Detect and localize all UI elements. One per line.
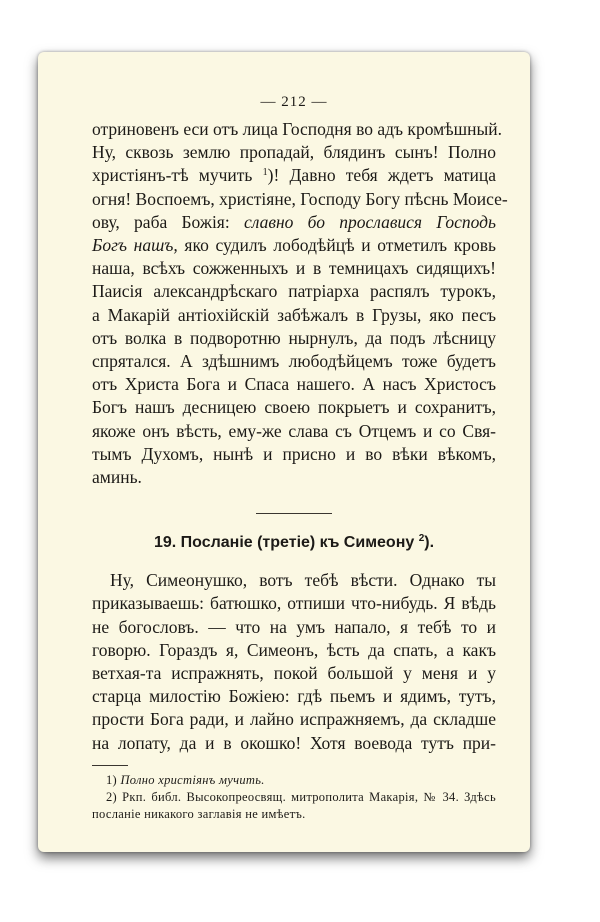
text-line: тымъ Духомъ, нынѣ и присно и во вѣки вѣкомъ, [92, 443, 496, 464]
text-line: старца милостію Божіею: гдѣ пьемъ и ядимъ, тутъ, [92, 686, 496, 707]
text-line: не богословъ. — что на умъ напало, я тебѣ то и [92, 616, 496, 637]
section-title [92, 532, 496, 554]
page-number: — 212 — [260, 94, 328, 110]
text-fragment: )! Давно тебя ждетъ матица [267, 165, 497, 186]
text-line: ветхая-та испражнять, покой большой у меня и у [92, 663, 496, 684]
text-line [92, 234, 496, 257]
text-line: наша, всѣхъ сожженныхъ и в темницахъ сидящихъ! [92, 258, 496, 279]
section-divider [256, 513, 332, 514]
text-line: спрятался. А здѣшнимъ любодѣйцемъ тоже будетъ [92, 351, 496, 372]
text-line: Богъ нашъ десницею своею покрыетъ и сохранитъ, [92, 397, 496, 418]
footnote-2 [92, 789, 496, 806]
text-line: Паисія александрѣскаго патріарха распялъ турокъ, [92, 281, 496, 302]
text-fragment: ову, раба Божія: [92, 211, 244, 232]
text-line: а Макарій антіохійскій забѣжалъ в Грузы, яко песъ [92, 304, 496, 325]
footnote-2-continuation: посланіе никакого заглавія не имѣетъ. [92, 806, 306, 821]
italic-quote: Богъ нашъ, [92, 235, 178, 256]
footnote-ref-2: 2 [418, 533, 425, 545]
footnote-ref-1: 1 [262, 167, 268, 179]
text-line: на лопату, да и в окошко! Хотя воевода тутъ при- [92, 732, 496, 753]
book-page [38, 52, 530, 852]
paragraph-continuation [92, 118, 508, 489]
paragraph-letter [92, 569, 496, 755]
text-line: Ну, сквозь землю пропадай, блядинъ сынъ! Полно [92, 142, 496, 163]
text-line: прости Бога ради, и лайно испражняемъ, да складше [92, 709, 496, 730]
text-line: аминь. [92, 467, 142, 488]
text-line: приказываешь: батюшко, отпиши что-нибудь. Я вѣдь [92, 593, 496, 614]
text-line: говорю. Гораздъ я, Симеонъ, ѣсть да спать, а какъ [92, 639, 496, 660]
page-content [92, 92, 508, 823]
footnote-1 [92, 772, 496, 789]
text-line: якоже онъ вѣсть, ему-же слава съ Отцемъ и со Свя- [92, 420, 496, 441]
footnote-text: Полно христіянъ мучить. [117, 772, 265, 787]
text-line: отриновенъ еси отъ лица Господня во адъ кромѣшный. [92, 119, 503, 139]
text-line: Ну, Симеонушко, вотъ тебѣ вѣсти. Однако ты [110, 570, 496, 591]
text-line: огня! Воспоемъ, христіяне, Господу Богу пѣснь Моисе- [92, 188, 508, 209]
text-fragment: яко судилъ лободѣйцѣ и отметилъ кровь [177, 235, 496, 256]
italic-quote: славно бо прославися Господь [243, 211, 496, 232]
section-title-text: 19. Посланіе (третіе) къ Симеону [153, 534, 419, 552]
section-title-end: ). [424, 534, 435, 552]
footnote-rule [92, 765, 128, 766]
text-line: отъ Христа Бога и Спаса нашего. А насъ Христосъ [92, 374, 496, 395]
text-line [92, 164, 496, 187]
text-line: отъ волка в подворотню нырнулъ, да подъ лѣсницу [92, 327, 496, 348]
footnote-mark: 2) [106, 789, 118, 804]
footnotes [92, 772, 496, 823]
text-line [92, 211, 496, 234]
footnote-mark: 1) [106, 772, 118, 787]
footnote-text: Ркп. библ. Высокопреосвящ. митрополита Макарія, № 34. Здѣсь [117, 789, 496, 804]
text-fragment: христіянъ-тѣ мучить [92, 165, 263, 186]
